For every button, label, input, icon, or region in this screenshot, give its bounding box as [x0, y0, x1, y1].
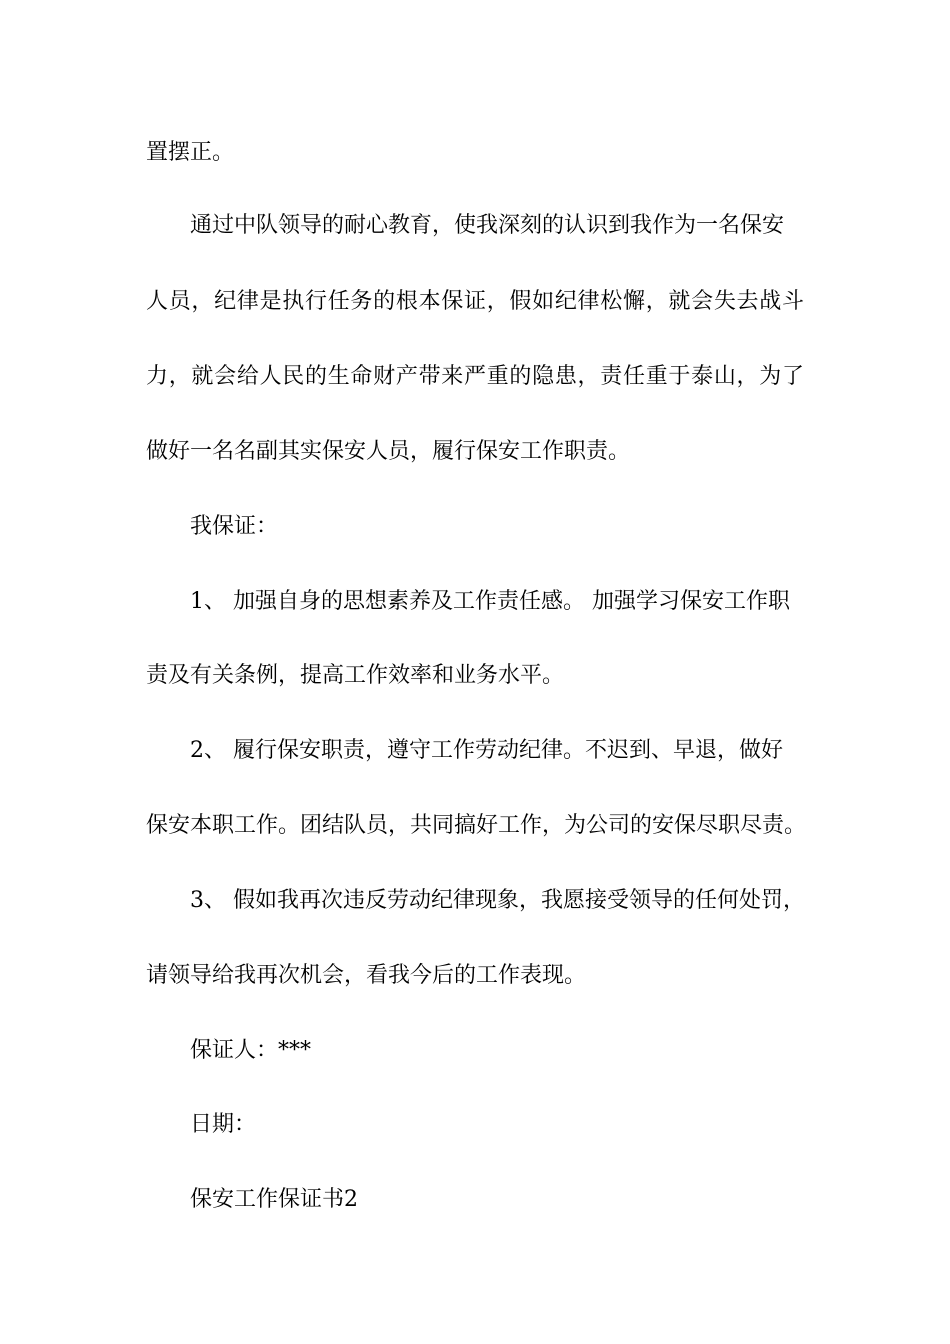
- paragraph-line: 做好一名名副其实保安人员，履行保安工作职责。: [146, 439, 631, 464]
- signatory-line: 保证人：***: [190, 1038, 312, 1063]
- paragraph-line: 人员，纪律是执行任务的根本保证，假如纪律松懈，就会失去战斗: [146, 289, 804, 314]
- paragraph-line: 保安本职工作。团结队员，共同搞好工作，为公司的安保尽职尽责。: [146, 813, 807, 838]
- date-line: 日期：: [190, 1112, 257, 1137]
- paragraph-line: 力，就会给人民的生命财产带来严重的隐患，责任重于泰山，为了: [146, 364, 804, 389]
- heading-pledge: 我保证：: [190, 514, 279, 539]
- paragraph-line: 责及有关条例，提高工作效率和业务水平。: [146, 663, 565, 688]
- list-item-2: 2、 履行保安职责，遵守工作劳动纪律。不迟到、早退，做好: [190, 738, 783, 763]
- section-title: 保安工作保证书2: [190, 1187, 358, 1212]
- paragraph-line: 置摆正。: [146, 140, 235, 165]
- paragraph-line: 请领导给我再次机会，看我今后的工作表现。: [146, 963, 587, 988]
- list-item-3: 3、 假如我再次违反劳动纪律现象，我愿接受领导的任何处罚，: [190, 888, 805, 913]
- list-item-1: 1、 加强自身的思想素养及工作责任感。 加强学习保安工作职: [190, 589, 790, 614]
- paragraph-line: 通过中队领导的耐心教育，使我深刻的认识到我作为一名保安: [190, 213, 785, 238]
